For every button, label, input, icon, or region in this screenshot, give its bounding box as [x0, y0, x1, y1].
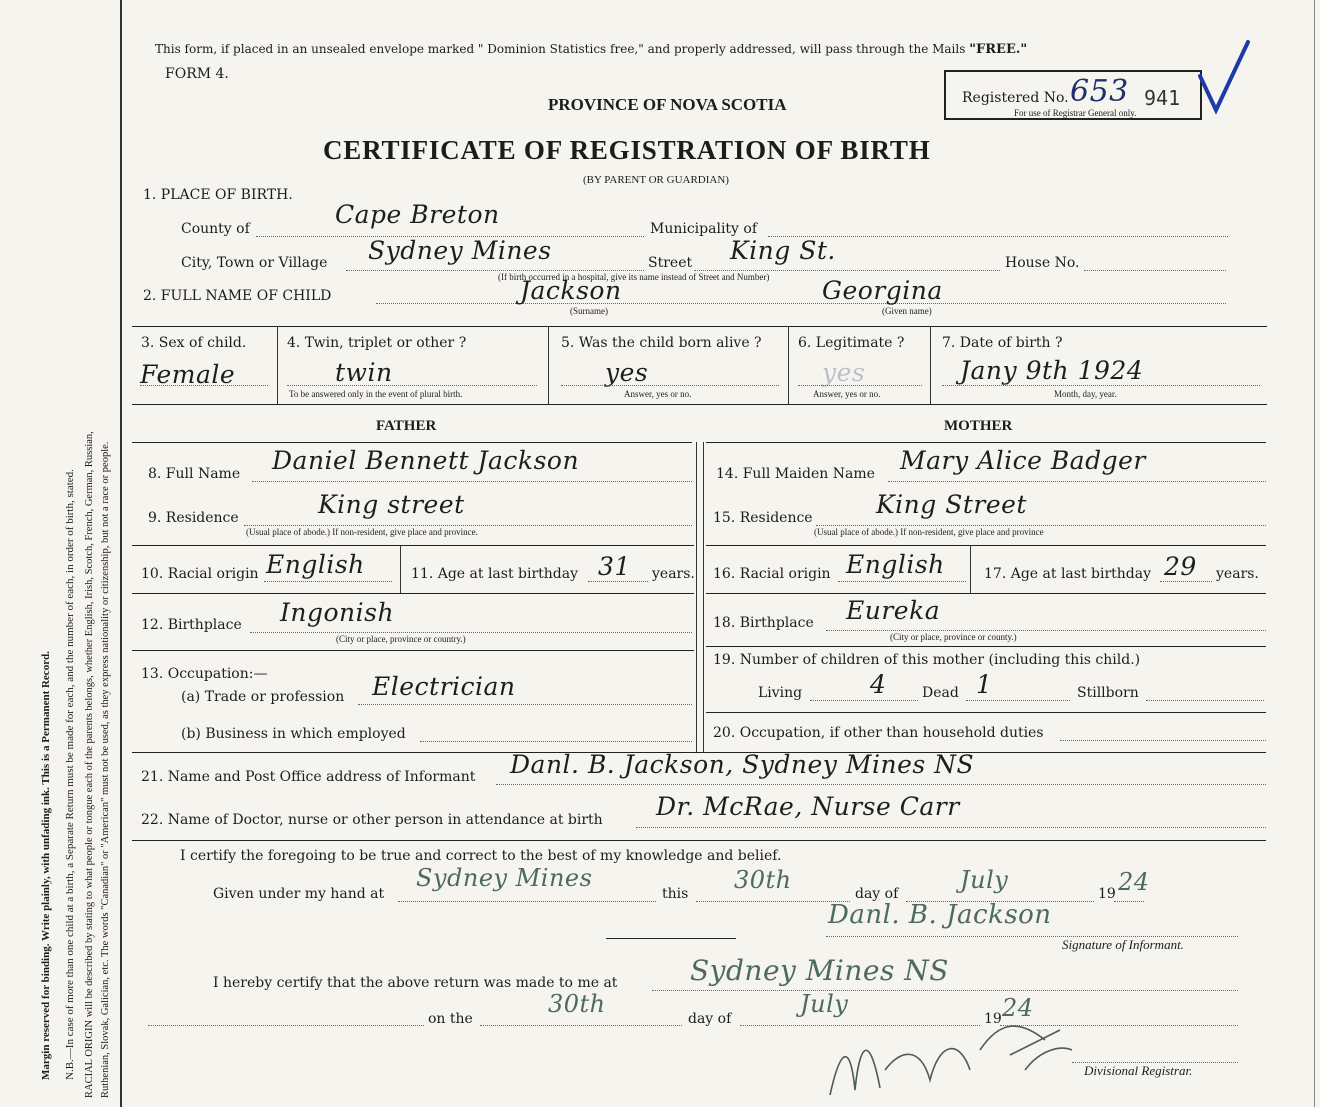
twin-caption: To be answered only in the event of plural birth. [289, 389, 463, 399]
dob-value: Jany 9th 1924 [960, 356, 1144, 385]
certify-year-prefix: 19 [1098, 886, 1116, 902]
binding-margin-line [120, 0, 122, 1107]
registered-box [944, 70, 1202, 120]
registrar-year-value: 24 [1002, 994, 1034, 1022]
given-place-value: Sydney Mines [416, 864, 593, 892]
city-value: Sydney Mines [368, 236, 552, 265]
twin-value: twin [335, 358, 393, 387]
margin-note-racial-origin-2: Ruthenian, Slovak, Galician, etc. The words "Canadian" or "American" must not be used, as they express nationality or citizenship, but not a race or people. [100, 441, 111, 1098]
legit-caption: Answer, yes or no. [813, 389, 881, 399]
father-name-label: 8. Full Name [148, 466, 241, 482]
father-business-label: (b) Business in which employed [181, 726, 406, 742]
hospital-note: (If birth occurred in a hospital, give its name instead of Street and Number) [498, 272, 770, 282]
municipality-label: Municipality of [650, 221, 758, 237]
page-subtitle: (BY PARENT OR GUARDIAN) [583, 174, 729, 186]
informant-signature: Danl. B. Jackson [828, 900, 1052, 930]
mail-free: "FREE." [969, 42, 1028, 57]
registered-number-hand: 653 [1070, 74, 1129, 109]
street-value: King St. [730, 236, 836, 265]
father-age-value: 31 [598, 552, 631, 581]
mother-occupation-label: 20. Occupation, if other than household duties [713, 725, 1044, 741]
mail-note [155, 42, 1027, 57]
city-label: City, Town or Village [181, 255, 328, 271]
registrar-place-value: Sydney Mines NS [690, 954, 949, 987]
father-residence-label: 9. Residence [148, 510, 239, 526]
father-birthplace-value: Ingonish [280, 598, 395, 627]
living-label: Living [758, 685, 803, 701]
sex-value: Female [140, 360, 236, 389]
given-under-label: Given under my hand at [213, 886, 385, 902]
province-heading: PROVINCE OF NOVA SCOTIA [548, 95, 787, 114]
day-of-label: day of [855, 886, 899, 902]
registrar-day-of-label: day of [688, 1011, 732, 1027]
dead-value: 1 [976, 670, 993, 699]
child-name-label: 2. FULL NAME OF CHILD [143, 288, 332, 304]
alive-caption: Answer, yes or no. [624, 389, 692, 399]
twin-label: 4. Twin, triplet or other ? [287, 335, 467, 351]
surname-caption: (Surname) [570, 306, 608, 316]
certify-year-value: 24 [1118, 868, 1150, 896]
doctor-label: 22. Name of Doctor, nurse or other person in attendance at birth [141, 812, 603, 828]
page-edge [1314, 0, 1315, 1107]
father-residence-caption: (Usual place of abode.) If non-resident, give place and province. [246, 527, 478, 537]
informant-value: Danl. B. Jackson, Sydney Mines NS [510, 750, 975, 779]
page-title: CERTIFICATE OF REGISTRATION OF BIRTH [323, 135, 931, 165]
legit-label: 6. Legitimate ? [798, 335, 905, 351]
father-birthplace-label: 12. Birthplace [141, 617, 242, 633]
dead-label: Dead [922, 685, 959, 701]
county-value: Cape Breton [335, 200, 500, 229]
on-the-label: on the [428, 1011, 473, 1027]
place-heading: 1. PLACE OF BIRTH. [143, 187, 293, 203]
county-label: County of [181, 221, 250, 237]
registered-label: Registered No. [962, 90, 1069, 106]
father-trade-value: Electrician [372, 672, 516, 701]
signature-caption: Signature of Informant. [1062, 937, 1184, 952]
mother-age-unit: years. [1216, 566, 1259, 582]
form-number: FORM 4. [165, 66, 229, 82]
registrar-signature-scribble [810, 1010, 1080, 1105]
certify-day-value: 30th [734, 866, 792, 894]
father-trade-label: (a) Trade or profession [181, 689, 345, 705]
dob-caption: Month, day, year. [1054, 389, 1117, 399]
father-residence-value: King street [318, 490, 465, 519]
legit-value: yes [822, 358, 866, 387]
mother-residence-caption: (Usual place of abode.) If non-resident, give place and province [814, 527, 1044, 537]
informant-label: 21. Name and Post Office address of Informant [141, 769, 476, 785]
street-label: Street [648, 255, 693, 271]
this-label: this [662, 886, 689, 902]
father-racial-value: English [266, 550, 365, 579]
alive-label: 5. Was the child born alive ? [561, 335, 762, 351]
father-racial-label: 10. Racial origin [141, 566, 259, 582]
mother-children-label: 19. Number of children of this mother (including this child.) [713, 652, 1141, 668]
father-birthplace-caption: (City or place, province or country.) [336, 634, 466, 644]
father-occupation-label: 13. Occupation:— [141, 666, 268, 682]
house-label: House No. [1005, 255, 1080, 271]
living-value: 4 [870, 670, 887, 699]
mother-residence-value: King Street [876, 490, 1027, 519]
father-age-unit: years. [652, 566, 695, 582]
check-mark-icon [1196, 38, 1252, 118]
stillborn-label: Stillborn [1077, 685, 1139, 701]
certify-statement: I certify the foregoing to be true and correct to the best of my knowledge and belief. [180, 848, 782, 864]
father-name-value: Daniel Bennett Jackson [272, 446, 580, 475]
registrar-month-value: July [800, 990, 849, 1018]
registrar-note: For use of Registrar General only. [1014, 108, 1137, 118]
mother-age-label: 17. Age at last birthday [984, 566, 1152, 582]
margin-note-binding: Margin reserved for binding. Write plainly, with unfading ink. This is a Permanent Record. [40, 651, 52, 1080]
given-caption: (Given name) [882, 306, 932, 316]
margin-note-multiple-births: N.B.—In case of more than one child at a birth, a Separate Return must be made for each, and the number of each, in order of birth, stated. [64, 469, 76, 1080]
registrar-statement: I hereby certify that the above return was made to me at [213, 975, 618, 991]
registrar-year-prefix: 19 [984, 1011, 1002, 1027]
sex-label: 3. Sex of child. [141, 335, 247, 351]
mail-note-text: This form, if placed in an unsealed envelope marked " Dominion Statistics free," and properly addressed, will pass through the Mails [155, 42, 966, 56]
mother-birthplace-value: Eureka [846, 596, 941, 625]
mother-residence-label: 15. Residence [713, 510, 813, 526]
child-surname: Jackson [520, 276, 622, 305]
registrar-day-value: 30th [548, 990, 606, 1018]
child-given-name: Georgina [822, 276, 943, 305]
registered-number-stamp: 941 [1144, 86, 1181, 110]
mother-name-label: 14. Full Maiden Name [716, 466, 875, 482]
registrar-caption: Divisional Registrar. [1084, 1063, 1193, 1078]
mother-heading: MOTHER [944, 418, 1013, 434]
mother-name-value: Mary Alice Badger [900, 446, 1146, 475]
margin-note-racial-origin: RACIAL ORIGIN will be described by stating to what people or tongue each of the parents belongs, whether English, Irish, Scotch, French, German, Russian, [84, 431, 95, 1098]
doctor-value: Dr. McRae, Nurse Carr [656, 792, 960, 821]
certify-month-value: July [960, 866, 1009, 894]
father-age-label: 11. Age at last birthday [411, 566, 579, 582]
alive-value: yes [605, 358, 649, 387]
mother-racial-label: 16. Racial origin [713, 566, 831, 582]
mother-age-value: 29 [1164, 552, 1197, 581]
mother-racial-value: English [846, 550, 945, 579]
dob-label: 7. Date of birth ? [942, 335, 1063, 351]
mother-birthplace-label: 18. Birthplace [713, 615, 814, 631]
father-heading: FATHER [376, 418, 437, 434]
mother-birthplace-caption: (City or place, province or county.) [890, 632, 1017, 642]
